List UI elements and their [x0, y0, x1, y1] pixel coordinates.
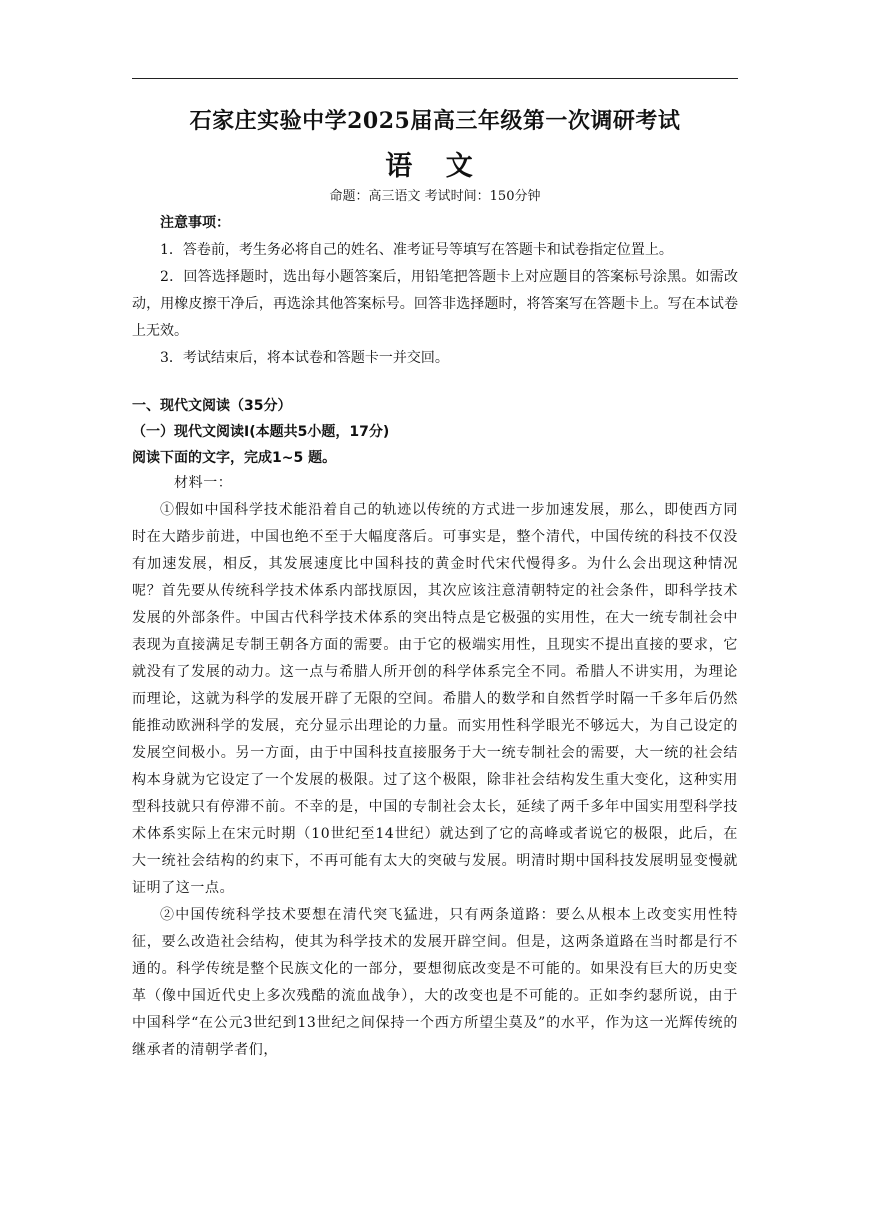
- subsection-heading: （一）现代文阅读I(本题共5小题，17分): [132, 424, 390, 440]
- passage-paragraph: ①假如中国科学技术能沿着自己的轨迹以传统的方式进一步加速发展，那么，即使西方同时在大踏步前进，中国也绝不至于大幅度落后。可事实是，整个清代，中国传统的科技不仅没有加速发展，相反，其发展速度比中国科技的黄金时代宋代慢得多。为什么会出现这种情况呢？首先要从传统科学技术体系内部找原因，其次应该注意清朝特定的社会条件，即科学技术发展的外部条件。中国古代科学技术体系的突出特点是它极强的实用性，在大一统专制社会中表现为直接满足专制王朝各方面的需要。由于它的极端实用性，且现实不提出直接的要求，它就没有了发展的动力。这一点与希腊人所开创的科学体系完全不同。希腊人不讲实用，为理论而理论，这就为科学的发展开辟了无限的空间。希腊人的数学和自然哲学时隔一千多年后仍然能推动欧洲科学的发展，充分显示出理论的力量。而实用性科学眼光不够远大，为自己设定的发展空间极小。另一方面，由于中国科技直接服务于大一统专制社会的需要，大一统的社会结构本身就为它设定了一个发展的极限。过了这个极限，除非社会结构发生重大变化，这种实用型科技就只有停滞不前。不幸的是，中国的专制社会太长，延续了两千多年中国实用型科学技术体系实际上在宋元时期（10世纪至14世纪）就达到了它的高峰或者说它的极限，此后，在大一统社会结构的约束下，不再可能有太大的突破与发展。明清时期中国科技发展明显变慢就证明了这一点。: [132, 502, 738, 896]
- section-heading: 一、现代文阅读（35分）: [132, 398, 292, 414]
- reading-instruction: 阅读下面的文字，完成1~5 题。: [132, 450, 337, 466]
- subject-title: 语 文: [385, 151, 485, 182]
- exam-meta: 命题：高三语文 考试时间：150分钟: [329, 189, 541, 204]
- exam-title: 石家庄实验中学2025届高三年级第一次调研考试: [189, 108, 681, 134]
- notice-block: [132, 210, 738, 372]
- material-label: 材料一：: [174, 475, 233, 491]
- material-passage: [132, 470, 738, 1064]
- notice-item: 2．回答选择题时，选出每小题答案后，用铅笔把答题卡上对应题目的答案标号涂黑。如需改动，用橡皮擦干净后，再选涂其他答案标号。回答非选择题时，将答案写在答题卡上。写在本试卷上无效。: [132, 269, 738, 339]
- top-rule: [132, 78, 738, 79]
- passage-paragraph: ②中国传统科学技术要想在清代突飞猛进，只有两条道路：要么从根本上改变实用性特征，要么改造社会结构，使其为科学技术的发展开辟空间。但是，这两条道路在当时都是行不通的。科学传统是整个民族文化的一部分，要想彻底改变是不可能的。如果没有巨大的历史变革（像中国近代史上多次残酷的流血战争），大的改变也是不可能的。正如李约瑟所说，由于中国科学“在公元3世纪到13世纪之间保持一个西方所望尘莫及”的水平，作为这一光辉传统的继承者的清朝学者们，: [132, 907, 738, 1058]
- notice-item: 3．考试结束后，将本试卷和答题卡一并交回。: [160, 350, 449, 366]
- notice-item: 1．答卷前，考生务必将自己的姓名、准考证号等填写在答题卡和试卷指定位置上。: [160, 242, 673, 258]
- notice-heading: 注意事项：: [160, 215, 230, 231]
